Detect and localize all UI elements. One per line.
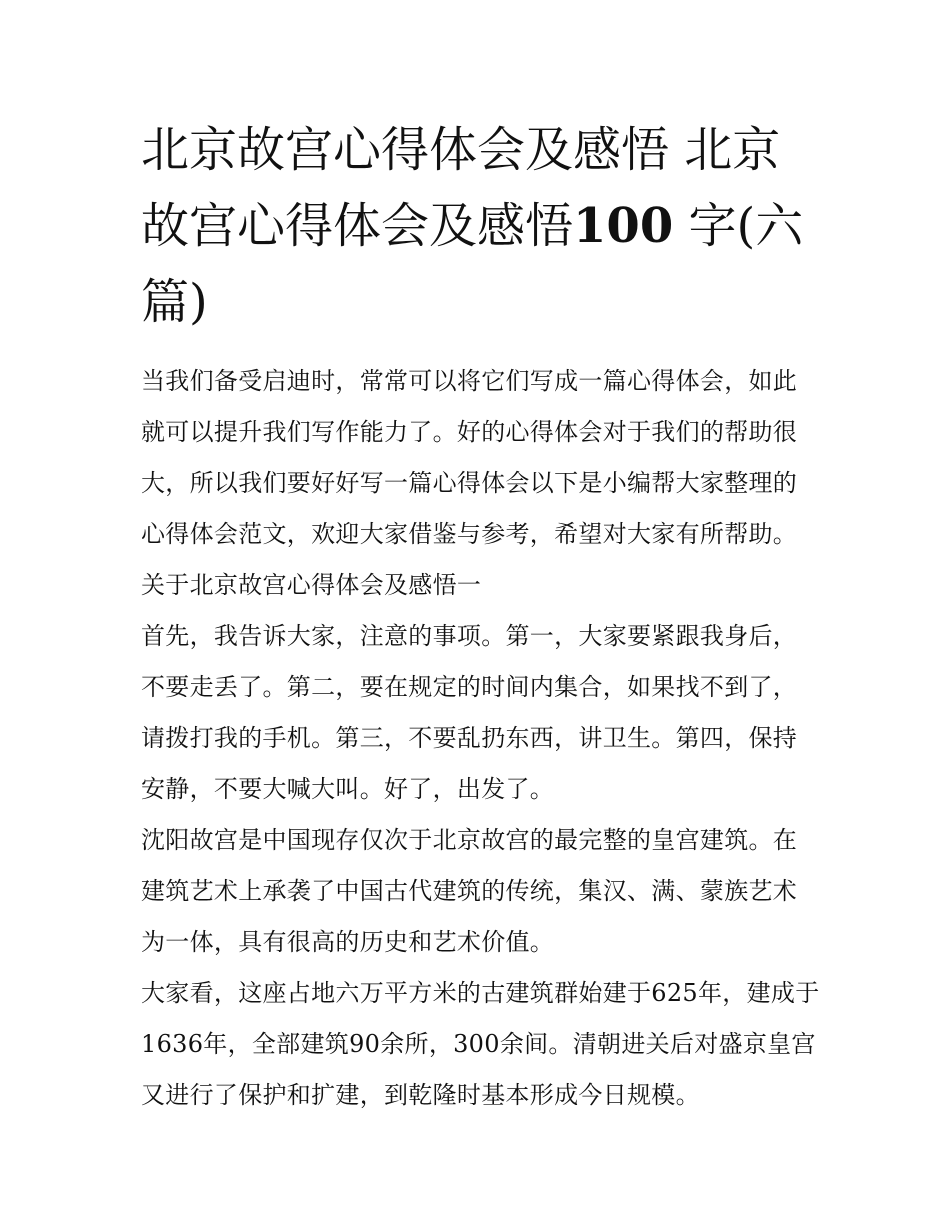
title-text-part3: 字(六篇) [141,198,804,330]
document-title [141,112,821,340]
document-body [141,356,821,1121]
body-paragraph: 首先，我告诉大家，注意的事项。第一，大家要紧跟我身后，不要走丢了。第二，要在规定的时间内集合，如果找不到了，请拨打我的手机。第三，不要乱扔东西，讲卫生。第四，保持安静，不要大喊大叫。好了，出发了。 [141,622,798,803]
title-text-part1: 北京故宫心得体会及感悟 北京故宫心得体会及感悟 [141,122,781,254]
body-paragraph: 大家看，这座占地六万平方米的古建筑群始建于625年，建成于1636年，全部建筑90余所，300余间。清朝进关后对盛京皇宫又进行了保护和扩建，到乾隆时基本形成今日规模。 [141,979,820,1109]
title-number: 100 [573,198,674,254]
intro-paragraph: 当我们备受启迪时，常常可以将它们写成一篇心得体会，如此就可以提升我们写作能力了。好的心得体会对于我们的帮助很大，所以我们要好好写一篇心得体会以下是小编帮大家整理的心得体会范文，欢迎大家借鉴与参考，希望对大家有所帮助。 [141,367,798,548]
section-heading: 关于北京故宫心得体会及感悟一 [141,571,482,599]
document-content [141,112,821,1121]
body-paragraph: 沈阳故宫是中国现存仅次于北京故宫的最完整的皇宫建筑。在建筑艺术上承袭了中国古代建筑的传统，集汉、满、蒙族艺术为一体，具有很高的历史和艺术价值。 [141,826,798,956]
